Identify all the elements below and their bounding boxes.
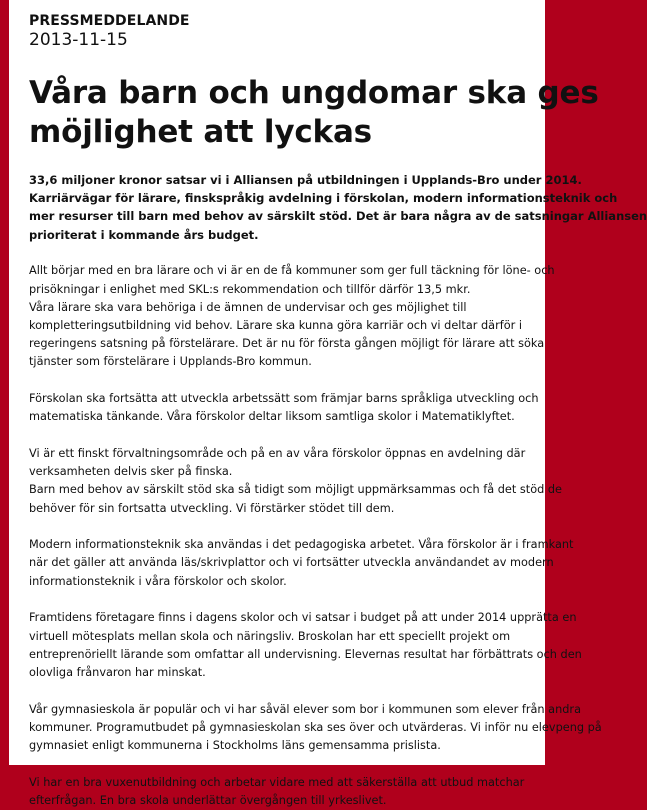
press-release-label: PRESSMEDDELANDE [29,13,190,29]
paragraph-line: regeringens satsning på förstelärare. Det är nu för första gången möjligt för lärare att söka [29,337,545,351]
press-release-page [9,0,647,807]
paragraph-line: Barn med behov av särskilt stöd ska så tidigt som möjligt uppmärksammas och få det stöd de [29,483,562,497]
paragraph-line: gymnasiet enligt kommunerna i Stockholms läns gemensamma prislista. [29,739,441,753]
paragraph-line: olovliga frånvaron har minskat. [29,665,206,679]
paragraph-line: Vi har en bra vuxenutbildning och arbetar vidare med att säkerställa att utbud matchar [29,775,525,789]
paragraph-line: tjänster som förstelärare i Upplands-Bro kommun. [29,355,312,369]
lead-line: mer resurser till barn med behov av särskilt stöd. Det är bara några av de satsningar Alliansen [29,209,647,224]
publish-date: 2013-11-15 [29,30,128,50]
headline-line: möjlighet att lyckas [29,114,372,150]
paragraph-finnish-support [29,445,562,518]
paragraph-line: Våra lärare ska vara behöriga i de ämnen de undervisar och ges möjlighet till [29,300,467,314]
paragraph-line: informationsteknik i våra förskolor och skolor. [29,574,287,588]
lead-line: prioriterat i kommande års budget. [29,227,259,242]
paragraph-teachers [29,262,555,371]
paragraph-adult-education [29,774,525,810]
headline [29,74,599,152]
paragraph-line: kommuner. Programutbudet på gymnasieskolan ska ses över och utvärderas. Vi inför nu elevpeng på [29,720,602,734]
paragraph-line: prisökningar i enlighet med SKL:s rekommendation och tillför därför 13,5 mkr. [29,282,471,296]
paragraph-line: entreprenöriellt lärande som omfattar all undervisning. Elevernas resultat har förbättrats och den [29,647,582,661]
paragraph-line: Förskolan ska fortsätta att utveckla arbetssätt som främjar barns språkliga utveckling och [29,392,539,406]
lead-paragraph [29,171,647,244]
paragraph-line: kompletteringsutbildning vid behov. Lärare ska kunna göra karriär och vi deltar därför i [29,318,523,332]
paragraph-line: Vi är ett finskt förvaltningsområde och på en av våra förskolor öppnas en avdelning där [29,446,526,460]
paragraph-line: behöver för sin fortsatta utveckling. Vi förstärker stödet till dem. [29,501,395,515]
paragraph-line: efterfrågan. En bra skola underlättar övergången till yrkeslivet. [29,793,387,807]
paragraph-line: Allt börjar med en bra lärare och vi är en de få kommuner som ger full täckning för löne- och [29,264,555,278]
paragraph-line: matematiska tänkande. Våra förskolor deltar liksom samtliga skolor i Matematiklyftet. [29,410,515,424]
paragraph-line: virtuell mötesplats mellan skola och näringsliv. Broskolan har ett speciellt projekt om [29,629,511,643]
paragraph-it [29,536,574,591]
paragraph-line: Vår gymnasieskola är populär och vi har såväl elever som bor i kommunen som elever från andra [29,702,581,716]
paragraph-upper-secondary [29,701,602,756]
paragraph-line: när det gäller att använda läs/skrivplattor och vi fortsätter utveckla användandet av modern [29,556,554,570]
lead-line: 33,6 miljoner kronor satsar vi i Alliansen på utbildningen i Upplands-Bro under 2014. [29,173,582,187]
paragraph-line: Framtidens företagare finns i dagens skolor och vi satsar i budget på att under 2014 upprätta en [29,611,577,625]
lead-line: Karriärvägar för lärare, finskspråkig avdelning i förskolan, modern informationsteknik och [29,191,618,206]
headline-line: Våra barn och ungdomar ska ges [29,75,599,111]
paragraph-line: Modern informationsteknik ska användas i det pedagogiska arbetet. Våra förskolor är i framkant [29,538,574,552]
paragraph-line: verksamheten delvis sker på finska. [29,465,233,479]
paragraph-preschool [29,390,539,426]
paragraph-entrepreneurship [29,609,582,682]
